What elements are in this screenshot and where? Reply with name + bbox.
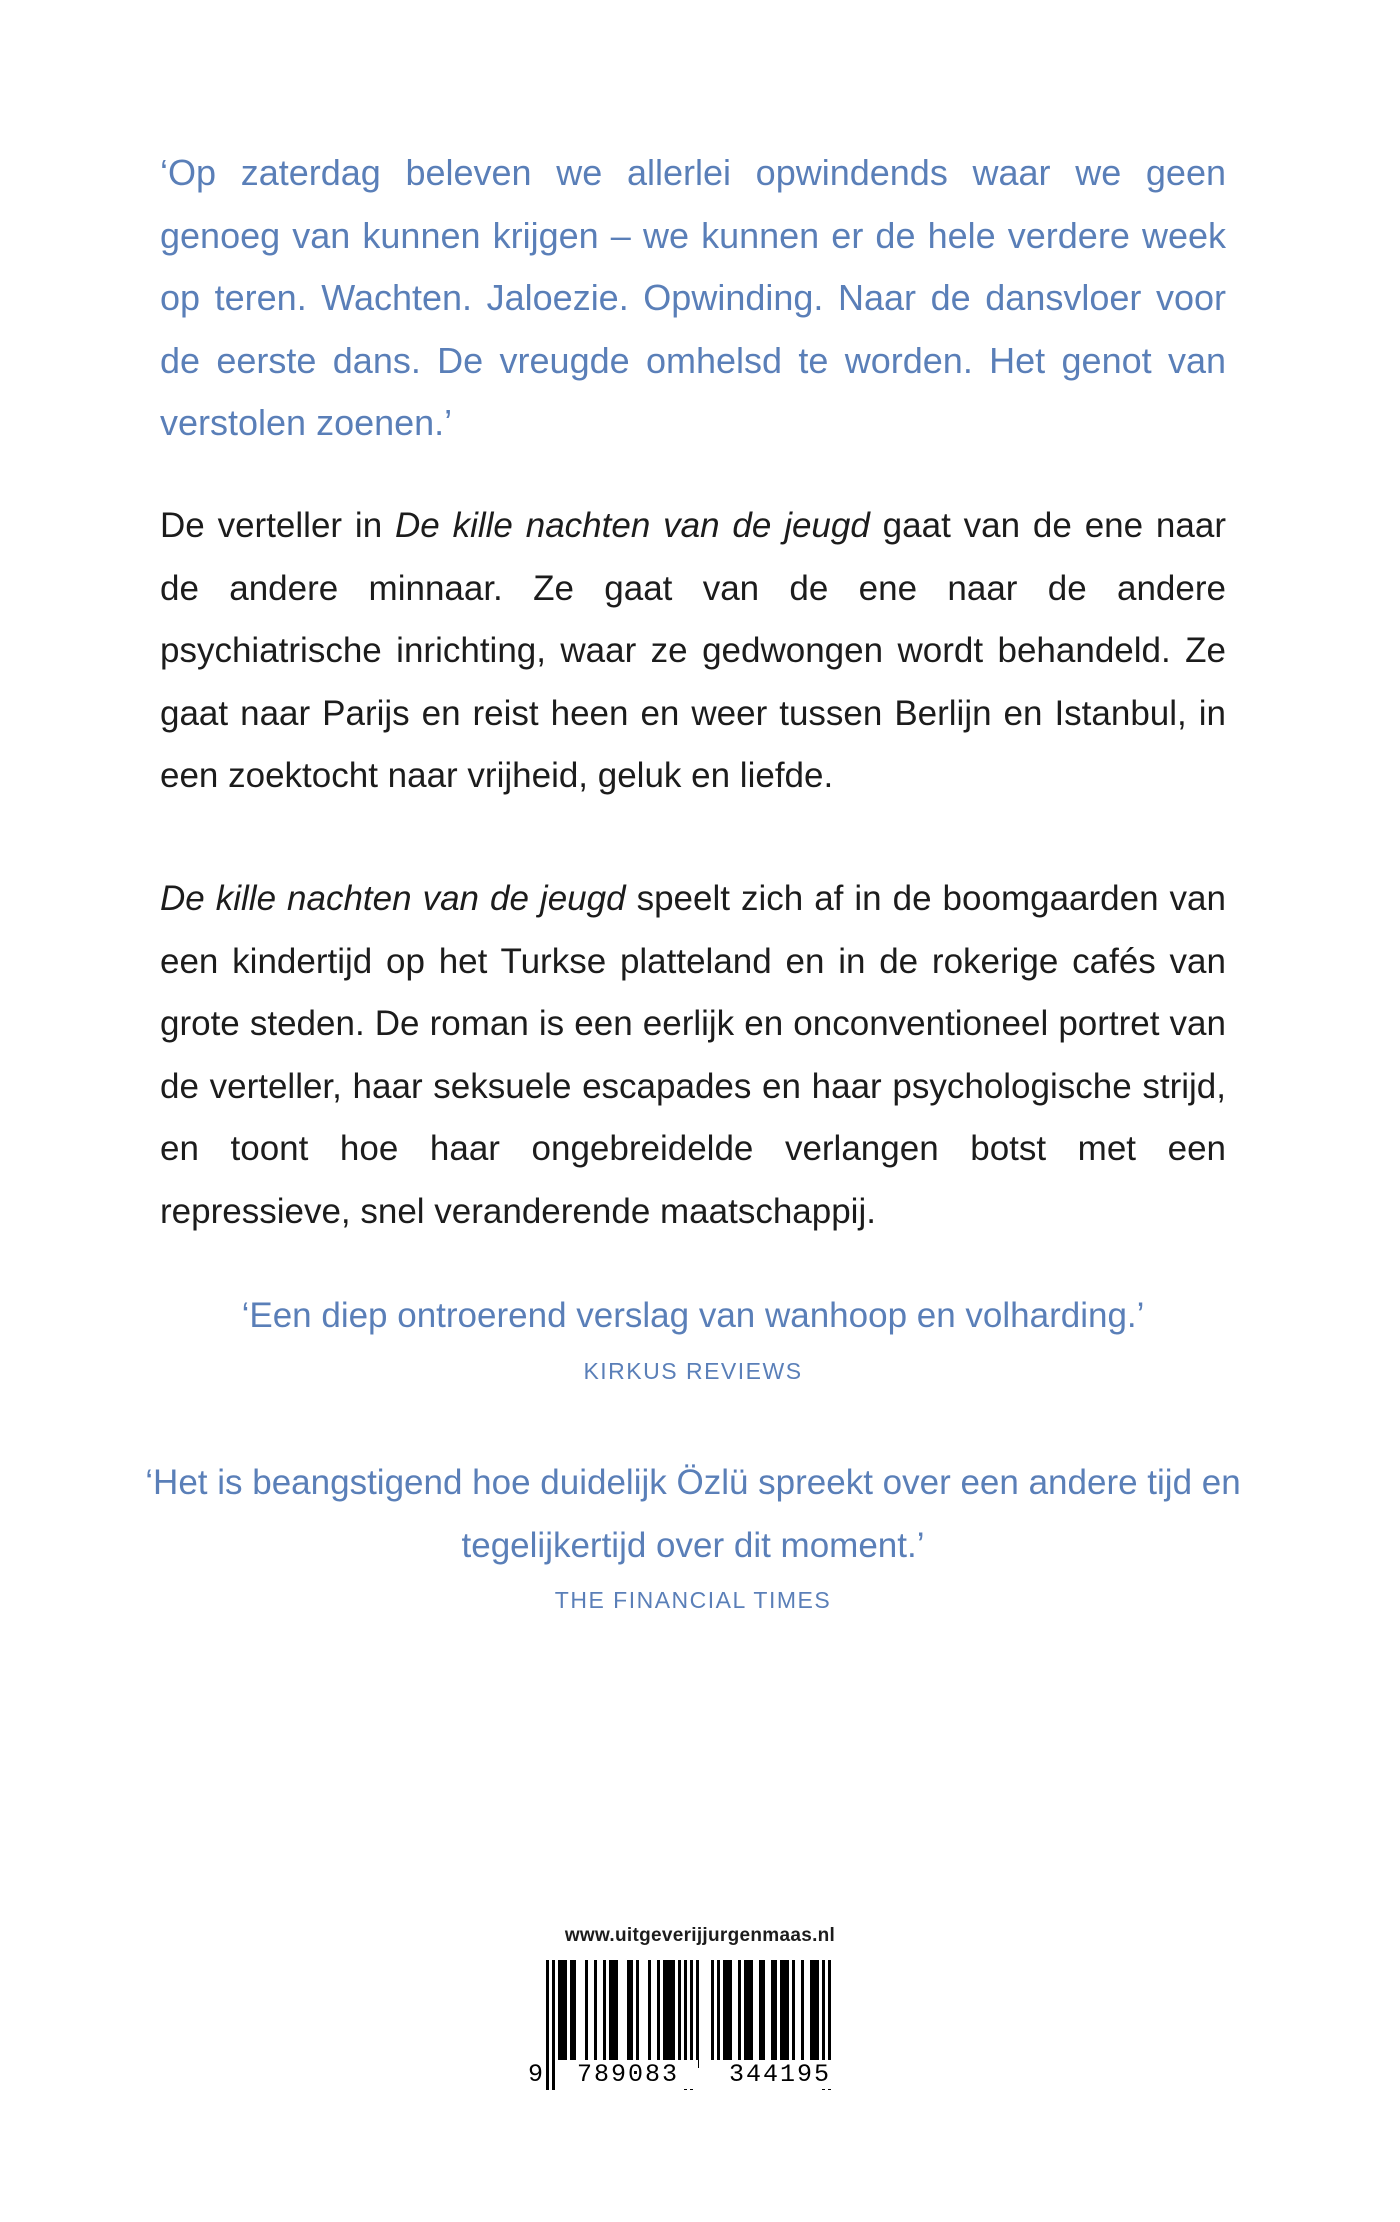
barcode-bar [630,1960,633,2068]
barcode-bar [747,1960,750,2068]
barcode-bar [561,1960,564,2068]
barcode-bar [729,1960,732,2068]
barcode-bar [762,1960,765,2068]
paragraph-2-text: speelt zich af in de boomgaarden van een kindertijd op het Turkse platteland en in de rokerige cafés van grote steden. De roman is een eerlijk en onconventioneel portret van de verteller, haar seksuele escapades en haar psychologische strijd, en toont hoe haar ongebreidelde verlangen botst met een repressieve, snel veranderende maatschappij. [160,879,1226,1231]
isbn-left-group: 789083 [558,2060,698,2089]
barcode-bar [744,1960,747,2068]
barcode-bar [774,1960,777,2068]
barcode-bar [717,1960,720,2068]
barcode-bar [627,1960,630,2068]
barcode-bar [666,1960,669,2068]
barcode-bar [711,1960,714,2068]
paragraph-1-text: gaat van de ene naar de andere minnaar. Ze gaat van de ene naar de andere psychiatrische inrichting, waar ze gedwongen wordt behandeld. Ze gaat naar Parijs en reist heen en weer tussen Berlijn en Istanbul, in een zoektocht naar vrijheid, geluk en liefde. [160,506,1226,795]
book-title: De kille nachten van de jeugd [395,506,870,545]
barcode-bar [570,1960,573,2068]
barcode-bar [609,1960,612,2068]
barcode-bar [603,1960,606,2068]
barcode-bar [615,1960,618,2068]
barcode-bar [813,1960,816,2068]
barcode-bar [723,1960,726,2068]
book-title: De kille nachten van de jeugd [160,879,626,918]
barcode-bar [663,1960,666,2068]
barcode-bar [558,1960,561,2068]
isbn-right-group: 344195 [710,2060,850,2089]
review-quote: ‘Het is beangstigend hoe duidelijk Özlü spreekt over een andere tijd en tegelijkertijd over dit moment.’ [145,1463,1241,1565]
barcode-bar [672,1960,675,2068]
review-source: THE FINANCIAL TIMES [554,1587,832,1613]
barcode-bar [696,1960,699,2068]
barcode-bar [759,1960,762,2068]
barcode-bar [783,1960,786,2068]
barcode-bar [750,1960,753,2068]
barcode-bar [585,1960,588,2068]
barcode-bar [801,1960,804,2068]
review-source: KIRKUS REVIEWS [583,1358,803,1384]
barcode-bar [726,1960,729,2068]
description-paragraph-2 [160,868,1226,1243]
barcode-bar [648,1960,651,2068]
barcode-bar [564,1960,567,2068]
barcode-bar [738,1960,741,2068]
barcode-bar [612,1960,615,2068]
barcode-bar [786,1960,789,2068]
opening-quote: ‘Op zaterdag beleven we allerlei opwindends waar we geen genoeg van kunnen krijgen – we kunnen er de hele verdere week op teren. Wachten. Jaloezie. Opwinding. Naar de dansvloer voor de eerste dans. De vreugde omhelsd te worden. Het genot van verstolen zoenen.’ [160,152,1226,443]
isbn-barcode [528,1960,874,2095]
isbn-number [528,2060,874,2094]
barcode-bar [771,1960,774,2068]
publisher-url: www.uitgeverijjurgenmaas.nl [564,1925,836,1946]
review-quote: ‘Een diep ontroerend verslag van wanhoop en volharding.’ [241,1296,1145,1335]
barcode-bar [780,1960,783,2068]
barcode-bar [816,1960,819,2068]
barcode-bar [678,1960,681,2068]
paragraph-1-intro: De verteller in [160,506,396,545]
isbn-first-digit: 9 [528,2060,544,2089]
barcode-bar [636,1960,639,2068]
barcode-bar [594,1960,597,2068]
barcode-bar [792,1960,795,2068]
description-paragraph-1 [160,495,1226,808]
barcode-bar [810,1960,813,2068]
barcode-bar [657,1960,660,2068]
barcode-bar [573,1960,576,2068]
barcode-bar [669,1960,672,2068]
